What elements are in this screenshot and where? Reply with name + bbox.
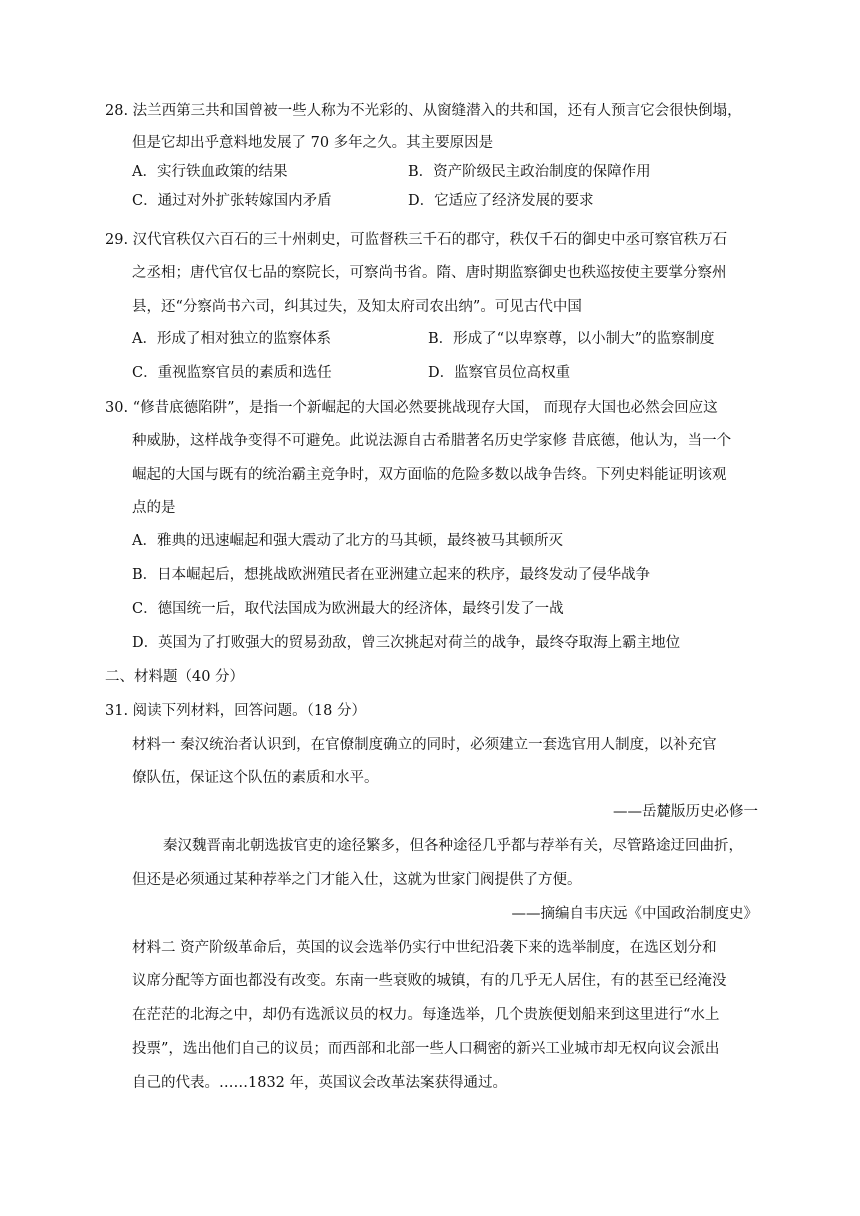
question-30-stem-line-1: 30. “修昔底德陷阱”，是指一个新崛起的大国必然要挑战现存大国， 而现存大国也必然会回应这 [105, 400, 718, 416]
question-31-title: 31. 阅读下列材料，回答问题。（18 分） [105, 703, 366, 719]
question-28-stem-line-1: 28. 法兰西第三共和国曾被一些人称为不光彩的、从窗缝潜入的共和国，还有人预言它会很快倒塌， [105, 103, 742, 119]
material-2-line-2: 议席分配等方面也都没有改变。东南一些衰败的城镇，有的几乎无人居住，有的甚至已经淹没 [132, 973, 727, 989]
material-1-source: ——岳麓版历史必修一 [613, 804, 758, 820]
question-28-option-d: D．它适应了经济发展的要求 [408, 193, 594, 209]
material-2-line-4: 投票”，选出他们自己的议员；而西部和北部一些人口稠密的新兴工业城市却无权向议会派出 [132, 1041, 720, 1057]
question-29-option-d: D．监察官员位高权重 [428, 365, 571, 381]
section-heading: 二、材料题（40 分） [105, 669, 245, 685]
question-29-option-c: C．重视监察官员的素质和选任 [132, 365, 332, 381]
material-2-line-5: 自己的代表。……1832 年，英国议会改革法案获得通过。 [132, 1075, 508, 1091]
question-29-stem-line-1: 29. 汉代官秩仅六百石的三十州刺史，可监督秩三千石的郡守，秩仅千石的御史中丞可察官秩万石 [105, 232, 728, 248]
material-1-line-1: 材料一 秦汉统治者认识到，在官僚制度确立的同时，必须建立一套选官用人制度，以补充官 [132, 737, 717, 753]
question-30-stem-line-2: 种威胁，这样战争变得不可避免。此说法源自古希腊著名历史学家修 昔底德，他认为，当一个 [132, 433, 732, 449]
question-30-option-d: D．英国为了打败强大的贸易劲敌，曾三次挑起对荷兰的战争，最终夺取海上霸主地位 [132, 635, 681, 651]
material-2-line-1: 材料二 资产阶级革命后，英国的议会选举仍实行中世纪沿袭下来的选举制度，在选区划分和 [132, 940, 717, 956]
question-28-option-c: C．通过对外扩张转嫁国内矛盾 [132, 193, 332, 209]
material-2-line-3: 在茫茫的北海之中，却仍有选派议员的权力。每逢选举，几个贵族便划船来到这里进行“水上 [132, 1007, 720, 1023]
question-30-stem-line-3: 崛起的大国与既有的统治霸主竞争时，双方面临的危险多数以战争告终。下列史料能证明该观 [132, 467, 727, 483]
material-1-line-2: 僚队伍，保证这个队伍的素质和水平。 [132, 770, 379, 786]
material-1b-source: ——摘编自韦庆远《中国政治制度史》 [511, 906, 758, 922]
material-1b-line-1: 秦汉魏晋南北朝选拔官吏的途径繁多，但各种途径几乎都与荐举有关，尽管路途迂回曲折， [163, 838, 743, 854]
material-1b-line-2: 但还是必须通过某种荐举之门才能入仕，这就为世家门阀提供了方便。 [132, 872, 582, 888]
question-29-option-a: A．形成了相对独立的监察体系 [132, 331, 331, 347]
question-29-stem-line-2: 之丞相；唐代官仅七品的察院长，可察尚书省。隋、唐时期监察御史也秩巡按使主要掌分察州 [132, 265, 727, 281]
question-28-stem-line-2: 但是它却出乎意料地发展了 70 多年之久。其主要原因是 [132, 135, 494, 151]
question-30-option-b: B．日本崛起后，想挑战欧洲殖民者在亚洲建立起来的秩序，最终发动了侵华战争 [132, 567, 651, 583]
question-30-option-a: A．雅典的迅速崛起和强大震动了北方的马其顿，最终被马其顿所灭 [132, 533, 563, 549]
question-28-option-b: B．资产阶级民主政治制度的保障作用 [408, 164, 651, 180]
question-30-option-c: C．德国统一后，取代法国成为欧洲最大的经济体，最终引发了一战 [132, 601, 564, 617]
question-28-option-a: A．实行铁血政策的结果 [132, 164, 288, 180]
question-30-stem-line-4: 点的是 [132, 500, 176, 516]
question-29-option-b: B．形成了“以卑察尊，以小制大”的监察制度 [428, 331, 715, 347]
question-29-stem-line-3: 县，还“分察尚书六司，纠其过失，及知太府司农出纳”。可见古代中国 [132, 299, 582, 315]
